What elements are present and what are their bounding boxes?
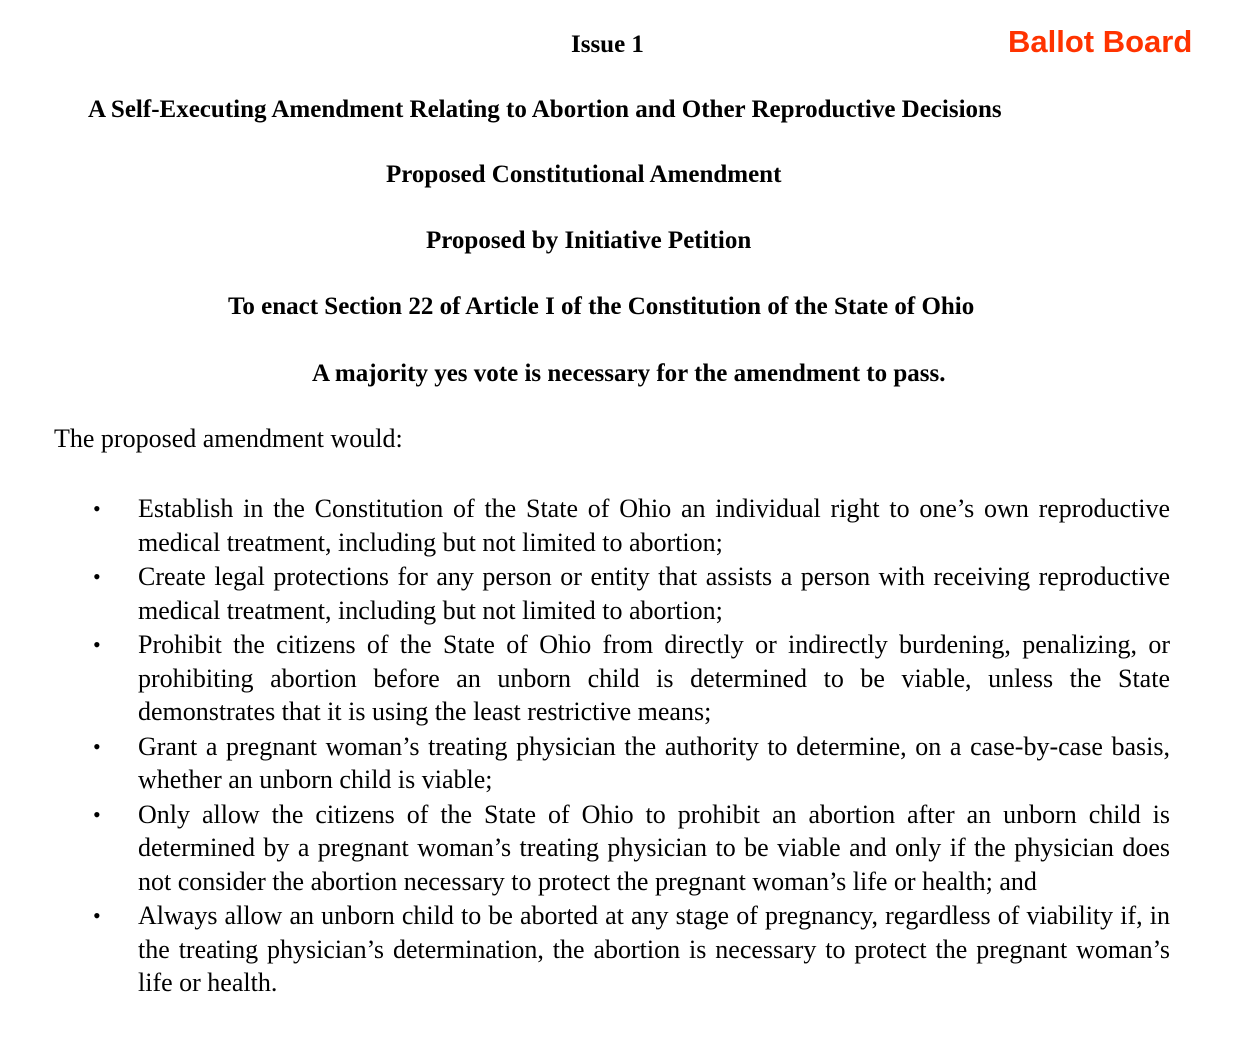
intro-text: The proposed amendment would:: [54, 424, 403, 453]
bullet-icon: •: [93, 632, 101, 657]
issue-number: Issue 1: [571, 31, 644, 58]
list-item-text: Grant a pregnant woman’s treating physician the authority to determine, on a case-by-case basis, whether an unborn child is viable;: [138, 731, 1170, 794]
list-item: [92, 730, 1170, 797]
bullet-icon: •: [93, 733, 101, 759]
bullet-icon: •: [93, 496, 101, 521]
list-item: [92, 492, 1170, 559]
list-item: [92, 899, 1170, 1000]
list-item-text: Create legal protections for any person or entity that assists a person with receiving reproductive medical treatment, including but not limited to abortion;: [138, 562, 1170, 625]
provisions-list: [92, 492, 1170, 1001]
amendment-title: A Self-Executing Amendment Relating to Abortion and Other Reproductive Decisions: [88, 96, 1002, 123]
list-item-text: Prohibit the citizens of the State of Ohio from directly or indirectly burdening, penalizing, or prohibiting abortion before an unborn child is determined to be viable, unless the State demonstrates that it is using the least restrictive means;: [138, 630, 1170, 726]
list-item: [92, 798, 1170, 899]
list-item-text: Establish in the Constitution of the State of Ohio an individual right to one’s own reproductive medical treatment, including but not limited to abortion;: [138, 494, 1170, 557]
list-item-text: Always allow an unborn child to be aborted at any stage of pregnancy, regardless of viability if, in the treating physician’s determination, the abortion is necessary to protect the pregnant woman’s life or health.: [138, 901, 1170, 997]
list-item-text: Only allow the citizens of the State of Ohio to prohibit an abortion after an unborn child is determined by a pregnant woman’s treating physician to be viable and only if the physician does not consider the abortion necessary to protect the pregnant woman’s life or health; and: [138, 799, 1170, 896]
amendment-purpose: To enact Section 22 of Article I of the Constitution of the State of Ohio: [228, 293, 975, 320]
ballot-board-label: Ballot Board: [1008, 24, 1193, 59]
list-item: [92, 560, 1170, 627]
amendment-type: Proposed Constitutional Amendment: [386, 161, 782, 188]
bullet-icon: •: [93, 801, 101, 827]
list-item: [92, 628, 1170, 729]
bullet-icon: •: [93, 903, 101, 928]
bullet-icon: •: [93, 564, 101, 589]
vote-requirement: A majority yes vote is necessary for the amendment to pass.: [312, 360, 946, 387]
amendment-origin: Proposed by Initiative Petition: [426, 227, 752, 254]
